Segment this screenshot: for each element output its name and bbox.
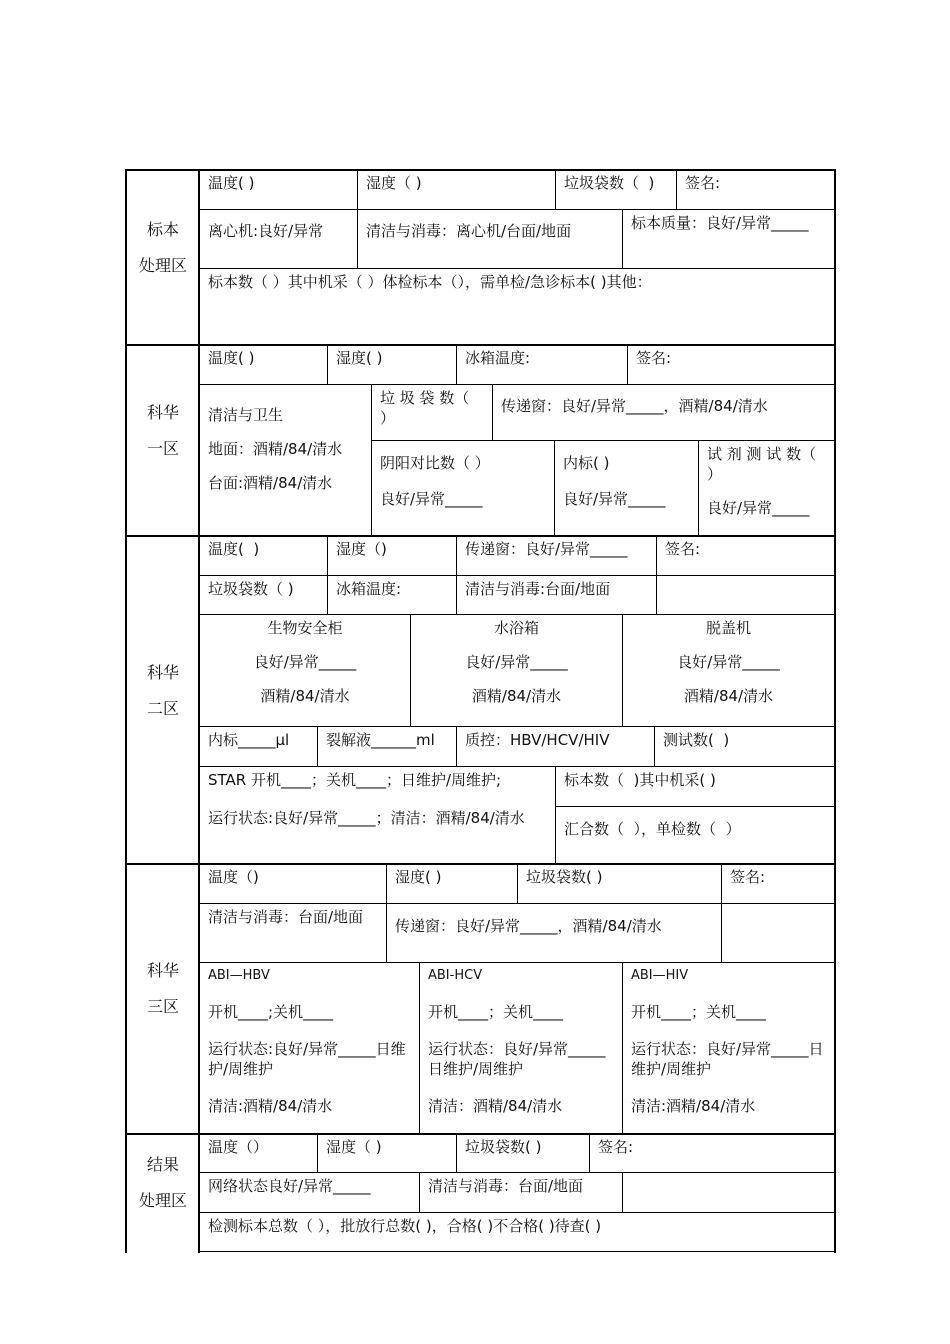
s3-star-status[interactable]: 运行状态:良好/异常_____；清洁：酒精/84/清水 [208,809,525,827]
s4-abi-hbv[interactable]: ABI—HBV 开机____;关机____ 运行状态:良好/异常_____日维护/周维护 清洁:酒精/84/清水 [200,963,419,1119]
s2-table-cleaning[interactable]: 台面:酒精/84/清水 [208,474,333,492]
instrument-name: ABI—HIV [631,968,689,983]
zone-label-kehua-1: 科华 一区 [146,403,179,458]
s4-pass-window[interactable]: 传递窗：良好/异常_____，酒精/84/清水 [395,917,662,935]
s4-temperature[interactable]: 温度（) [208,868,259,886]
s3-biosafety-cabinet[interactable]: 生物安全柜 良好/异常_____ 酒精/84/清水 [253,619,357,705]
s1-specimen-count[interactable]: 标本数（ ）其中机采（ ）体检标本（），需单检/急诊标本( )其他： [208,273,652,291]
zone-label-kehua-2: 科华 二区 [146,663,179,718]
s2-pass-window[interactable]: 传递窗：良好/异常_____，酒精/84/清水 [501,397,768,415]
s1-specimen-quality[interactable]: 标本质量：良好/异常_____ [631,214,809,232]
zone-label-specimen: 标本 处理区 [138,220,187,275]
s2-reagent-block[interactable]: 试 剂 测 试 数（ ） 良好/异常_____ [707,445,817,517]
s2-humidity[interactable]: 湿度( ) [336,349,383,367]
s3-lysis-buffer[interactable]: 裂解液______ml [326,731,435,749]
s5-temperature[interactable]: 温度（） [208,1138,269,1156]
s3-cleaning[interactable]: 清洁与消毒:台面/地面 [465,580,611,598]
s3-pass-window[interactable]: 传递窗：良好/异常_____ [465,540,628,558]
s2-temperature[interactable]: 温度( ) [208,349,255,367]
s4-signature[interactable]: 签名: [730,868,766,886]
s1-cleaning[interactable]: 清洁与消毒：离心机/台面/地面 [366,222,572,240]
s3-humidity[interactable]: 湿度（) [336,540,387,558]
s2-fridge-temp[interactable]: 冰箱温度: [465,349,531,367]
s4-garbage-bags[interactable]: 垃圾袋数( ) [526,868,603,886]
s2-cleaning-title: 清洁与卫生 [208,406,284,424]
s4-humidity[interactable]: 湿度( ) [395,868,442,886]
s5-totals[interactable]: 检测标本总数（ ），批放行总数( )，合格( )不合格( )待查( ) [208,1217,602,1235]
s2-internal-std-block[interactable]: 内标( ) 良好/异常_____ [563,454,666,508]
s3-test-count[interactable]: 测试数( ) [663,731,730,749]
s3-water-bath[interactable]: 水浴箱 良好/异常_____ 酒精/84/清水 [465,619,568,705]
s2-floor-cleaning[interactable]: 地面：酒精/84/清水 [208,440,343,458]
s2-cleaning-block [200,402,371,510]
zone-label-kehua-3: 科华 三区 [146,961,179,1016]
s4-abi-hcv[interactable]: ABI-HCV 开机____；关机____ 运行状态：良好/异常_____日维护/周维护 清洁：酒精/84/清水 [420,963,622,1119]
s3-quality-control[interactable]: 质控：HBV/HCV/HIV [465,731,610,749]
s1-garbage-bags[interactable]: 垃圾袋数（ ) [564,174,655,192]
s1-temperature[interactable]: 温度( ) [208,174,255,192]
s3-decapper[interactable]: 脱盖机 良好/异常_____ 酒精/84/清水 [677,619,780,705]
s3-garbage-bags[interactable]: 垃圾袋数（ ) [208,580,294,598]
instrument-name: ABI—HBV [208,968,270,983]
s2-signature[interactable]: 签名: [636,349,672,367]
s3-temperature[interactable]: 温度( ) [208,540,260,558]
s4-cleaning[interactable]: 清洁与消毒：台面/地面 [208,908,364,926]
s1-humidity[interactable]: 湿度（ ) [366,174,422,192]
s3-specimen-count[interactable]: 标本数（ )其中机采( ) [564,771,716,789]
s3-internal-std[interactable]: 内标_____µl [208,731,290,749]
zone-label-result: 结果 处理区 [138,1155,187,1210]
s3-star-onoff[interactable]: STAR 开机____；关机____；日维护/周维护; [208,771,502,789]
s2-yinyang-block[interactable]: 阴阳对比数（ ） 良好/异常_____ [380,454,490,508]
s1-centrifuge[interactable]: 离心机:良好/异常 [208,222,324,240]
s4-abi-hiv[interactable]: ABI—HIV 开机____；关机____ 运行状态：良好/异常_____日维护/周维护 清洁:酒精/84/清水 [623,963,834,1119]
s5-cleaning[interactable]: 清洁与消毒：台面/地面 [428,1177,584,1195]
s1-signature[interactable]: 签名: [685,174,721,192]
instrument-name: ABI-HCV [428,968,483,983]
s5-signature[interactable]: 签名: [598,1138,634,1156]
s3-fridge-temp[interactable]: 冰箱温度: [336,580,402,598]
s3-signature[interactable]: 签名: [665,540,701,558]
s5-garbage-bags[interactable]: 垃圾袋数( ) [465,1138,542,1156]
frame-right [834,169,836,1253]
s3-pool-count[interactable]: 汇合数（ ），单检数（ ） [564,820,741,838]
s5-network-status[interactable]: 网络状态良好/异常_____ [208,1177,371,1195]
s2-garbage-bags[interactable]: 垃 圾 袋 数（ ） [380,389,479,427]
s5-humidity[interactable]: 湿度（ ) [326,1138,382,1156]
